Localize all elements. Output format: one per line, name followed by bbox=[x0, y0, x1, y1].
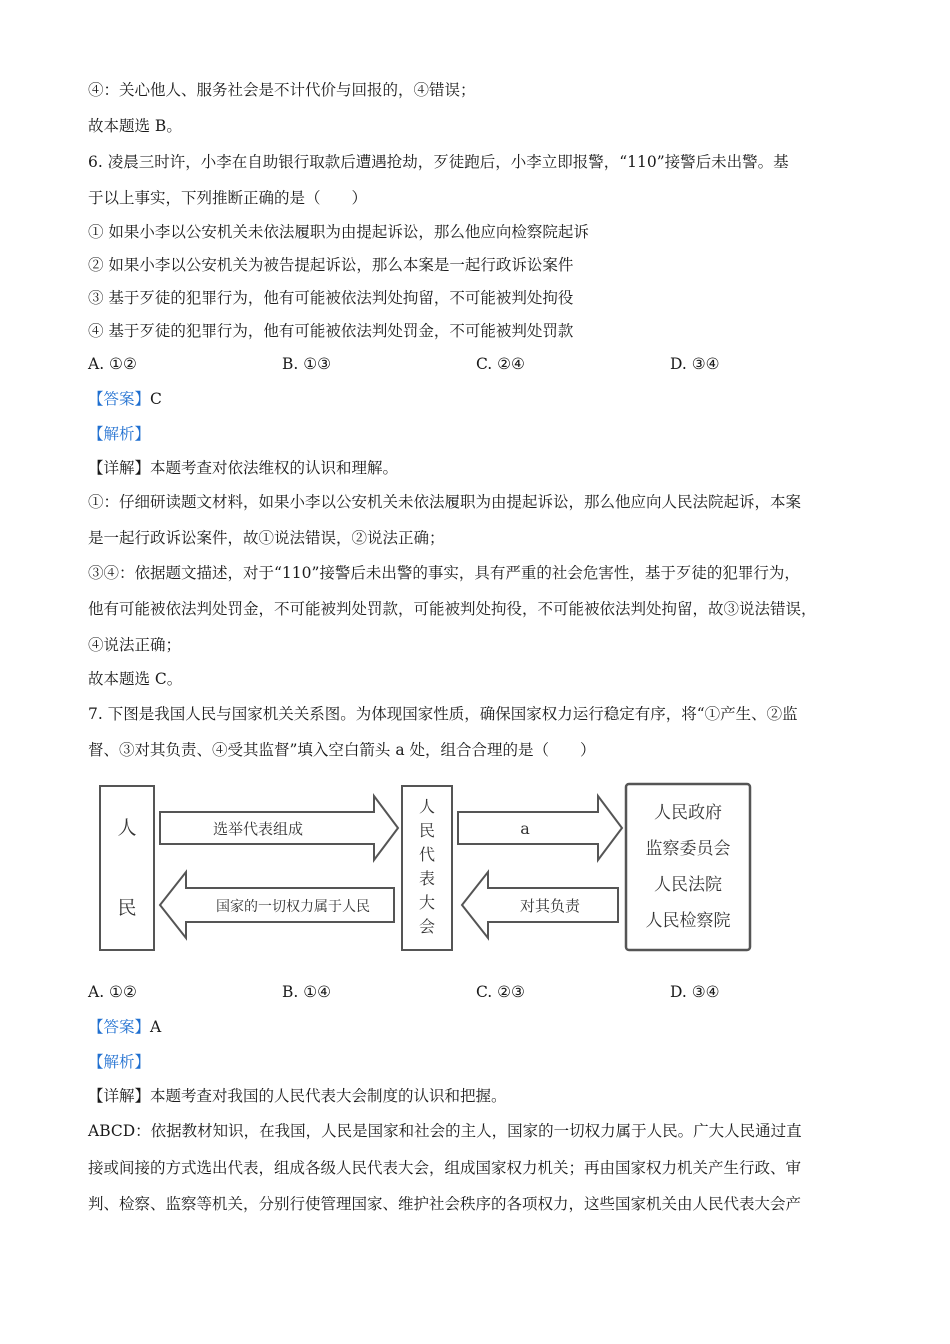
q7-option-b: B. ①④ bbox=[282, 983, 332, 1001]
q6-statement-3: ③ 基于歹徒的犯罪行为，他有可能被依法判处拘留，不可能被判处拘役 bbox=[88, 289, 574, 307]
q7-stem-line2: 督、③对其负责、④受其监督”填入空白箭头 a 处，组合合理的是（ ） bbox=[88, 741, 596, 759]
q6-explanation-3: ③④：依据题文描述，对于“110”接警后未出警的事实，具有严重的社会危害性，基于歹徒的犯罪行为， bbox=[88, 564, 800, 582]
prev-explanation-line: ④：关心他人、服务社会是不计代价与回报的，④错误； bbox=[88, 81, 476, 99]
people-char-1: 人 bbox=[117, 817, 137, 839]
q6-option-c: C. ②④ bbox=[476, 355, 525, 373]
answer-tag: 【答案】 bbox=[88, 1018, 151, 1036]
q6-statement-2: ② 如果小李以公安机关为被告提起诉讼，那么本案是一起行政诉讼案件 bbox=[88, 256, 574, 274]
q7-detail: 【详解】本题考查对我国的人民代表大会制度的认识和把握。 bbox=[88, 1087, 507, 1105]
arrow-a bbox=[458, 796, 622, 860]
arrow-responsible-label: 对其负责 bbox=[519, 897, 581, 915]
q7-option-a: A. ①② bbox=[88, 983, 137, 1001]
q6-explanation-1: ①：仔细研读题文材料，如果小李以公安机关未依法履职为由提起诉讼，那么他应向人民法院起诉，本案 bbox=[88, 493, 802, 511]
organ-supervision: 监察委员会 bbox=[645, 839, 731, 859]
q6-explanation-5: ④说法正确； bbox=[88, 636, 182, 654]
q6-option-b: B. ①③ bbox=[282, 355, 332, 373]
arrow-power-label: 国家的一切权力属于人民 bbox=[216, 899, 370, 915]
organ-government: 人民政府 bbox=[654, 803, 722, 823]
q6-conclusion: 故本题选 C。 bbox=[88, 670, 183, 688]
arrow-a-label: a bbox=[520, 819, 530, 838]
q6-option-d: D. ③④ bbox=[670, 355, 720, 373]
organ-court: 人民法院 bbox=[654, 875, 722, 895]
npc-char-5: 大 bbox=[418, 893, 436, 912]
q6-explanation-4: 他有可能被依法判处罚金，不可能被判处罚款，可能被判处拘役，不可能被依法判处拘留，故③说法错误， bbox=[88, 600, 817, 618]
npc-char-1: 人 bbox=[418, 797, 436, 816]
q7-explanation-3: 判、检察、监察等机关，分别行使管理国家、维护社会秩序的各项权力，这些国家机关由人民代表大会产 bbox=[88, 1195, 802, 1213]
q6-stem-line1: 6. 凌晨三时许，小李在自助银行取款后遭遇抢劫，歹徒跑后，小李立即报警，“110”接警后未出警。基 bbox=[88, 153, 789, 171]
people-box bbox=[100, 786, 154, 950]
q6-explanation-2: 是一起行政诉讼案件，故①说法错误，②说法正确； bbox=[88, 529, 445, 547]
q7-explanation-1: ABCD：依据教材知识，在我国，人民是国家和社会的主人，国家的一切权力属于人民。广大人民通过直 bbox=[88, 1122, 802, 1140]
q7-option-c: C. ②③ bbox=[476, 983, 525, 1001]
npc-char-3: 代 bbox=[418, 845, 436, 864]
npc-char-4: 表 bbox=[418, 869, 436, 888]
answer-value: A bbox=[150, 1018, 162, 1036]
q6-detail: 【详解】本题考查对依法维权的认识和理解。 bbox=[88, 459, 399, 477]
relationship-diagram bbox=[88, 772, 768, 962]
q6-option-a: A. ①② bbox=[88, 355, 137, 373]
q7-answer bbox=[88, 1017, 161, 1037]
answer-tag: 【答案】 bbox=[88, 390, 151, 408]
npc-char-6: 会 bbox=[418, 917, 436, 936]
organ-procuratorate: 人民检察院 bbox=[645, 911, 731, 931]
relationship-diagram-svg bbox=[88, 772, 768, 962]
q7-stem-line1: 7. 下图是我国人民与国家机关关系图。为体现国家性质，确保国家权力运行稳定有序，将“①产生、②监 bbox=[88, 705, 798, 723]
people-char-2: 民 bbox=[117, 897, 137, 919]
q6-stem-line2: 于以上事实，下列推断正确的是（ ） bbox=[88, 189, 368, 207]
q6-statement-4: ④ 基于歹徒的犯罪行为，他有可能被依法判处罚金，不可能被判处罚款 bbox=[88, 322, 574, 340]
npc-char-2: 民 bbox=[418, 821, 436, 840]
answer-value: C bbox=[150, 390, 162, 408]
q6-statement-1: ① 如果小李以公安机关未依法履职为由提起诉讼，那么他应向检察院起诉 bbox=[88, 223, 589, 241]
q7-analysis-tag: 【解析】 bbox=[88, 1053, 151, 1071]
q7-explanation-2: 接或间接的方式选出代表，组成各级人民代表大会，组成国家权力机关；再由国家权力机关产生行政、审 bbox=[88, 1159, 802, 1177]
q7-option-d: D. ③④ bbox=[670, 983, 720, 1001]
q6-analysis-tag: 【解析】 bbox=[88, 425, 151, 443]
prev-conclusion: 故本题选 B。 bbox=[88, 117, 182, 135]
arrow-elect-label: 选举代表组成 bbox=[212, 820, 304, 838]
q6-answer bbox=[88, 389, 162, 409]
